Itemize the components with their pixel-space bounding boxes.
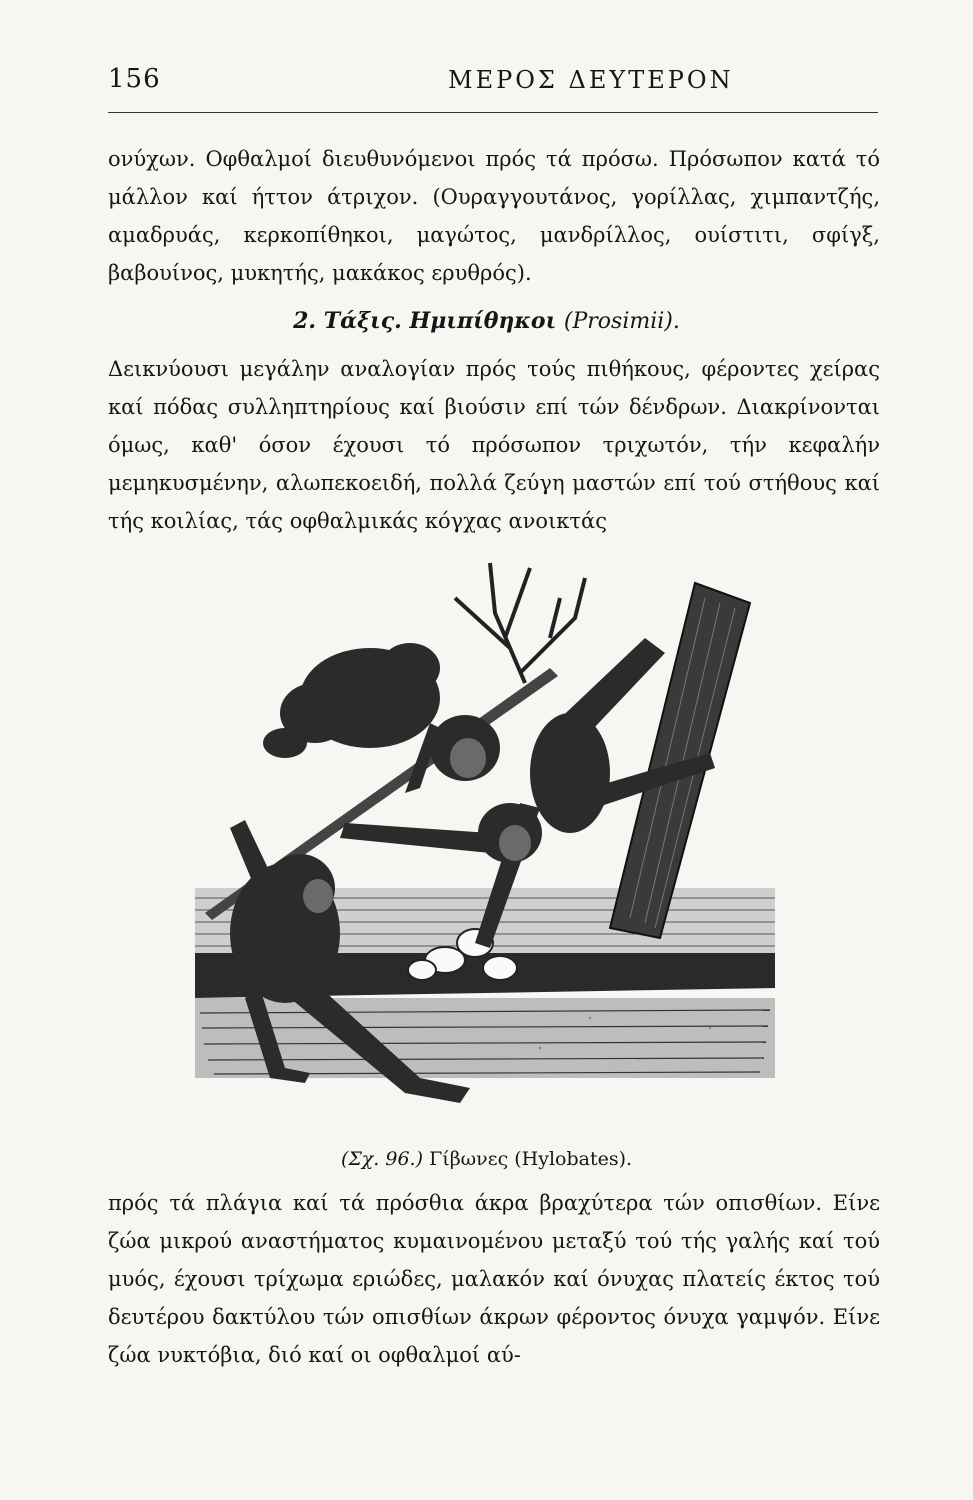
- section-heading: [0, 308, 973, 334]
- paragraph-prosimii: Δεικνύουσι μεγάλην αναλογίαν πρός τούς πιθήκους, φέροντες χείρας καί πόδας συλληπτηρίους καί βιούσιν επί τών δένδρων. Διακρίνονται όμως, καθ' όσον έχουσι τό πρόσωπον τριχωτόν, τήν κεφαλήν μεμηκυσμένην, αλωπεκοειδή, πολλά ζεύγη μαστών επί τού στήθους καί τής κοιλίας, τάς οφθαλμικάς κόγχας ανοικτάς: [108, 357, 880, 533]
- figure-caption-text: Γίβωνες (Hylobates).: [429, 1148, 633, 1170]
- figure-caption: [0, 1148, 973, 1170]
- paragraph-top: ονύχων. Οφθαλμοί διευθυνόμενοι πρός τά πρόσω. Πρόσωπον κατά τό μάλλον καί ήττον άτριχον. (Ουραγγουτάνος, γορίλλας, χιμπαντζής, αμαδρυάς, κερκοπίθηκοι, μαγώτος, μανδρίλλος, ουίστιτι, σφίγξ, βαβουίνος, μυκητής, μακάκος ερυθρός).: [108, 147, 880, 285]
- paragraph-bottom: πρός τά πλάγια καί τά πρόσθια άκρα βραχύτερα τών οπισθίων. Είνε ζώα μικρού αναστήματος κυμαινομένου μεταξύ τού τής γαλής καί τού μυός, έχουσι τρίχωμα εριώδες, μαλακόν καί όνυχας πλατείς έκτος τού δευτέρου δακτύλου τών οπισθίων άκρων φέροντος όνυχα γαμψόν. Είνε ζώα νυκτόβια, διό καί οι οφθαλμοί αύ-: [108, 1191, 880, 1367]
- section-title: Τάξις. Ημιπίθηκοι: [323, 308, 557, 334]
- figure-number: (Σχ. 96.): [340, 1148, 424, 1170]
- page-number: 156: [108, 64, 161, 94]
- page-header: [108, 64, 880, 104]
- header-rule: [108, 112, 878, 113]
- running-head: ΜΕΡΟΣ ΔΕΥΤΕΡΟΝ: [448, 66, 734, 94]
- section-latin-name: (Prosimii).: [563, 309, 680, 334]
- section-number: 2.: [293, 308, 317, 334]
- gibbons-engraving: [190, 558, 785, 1128]
